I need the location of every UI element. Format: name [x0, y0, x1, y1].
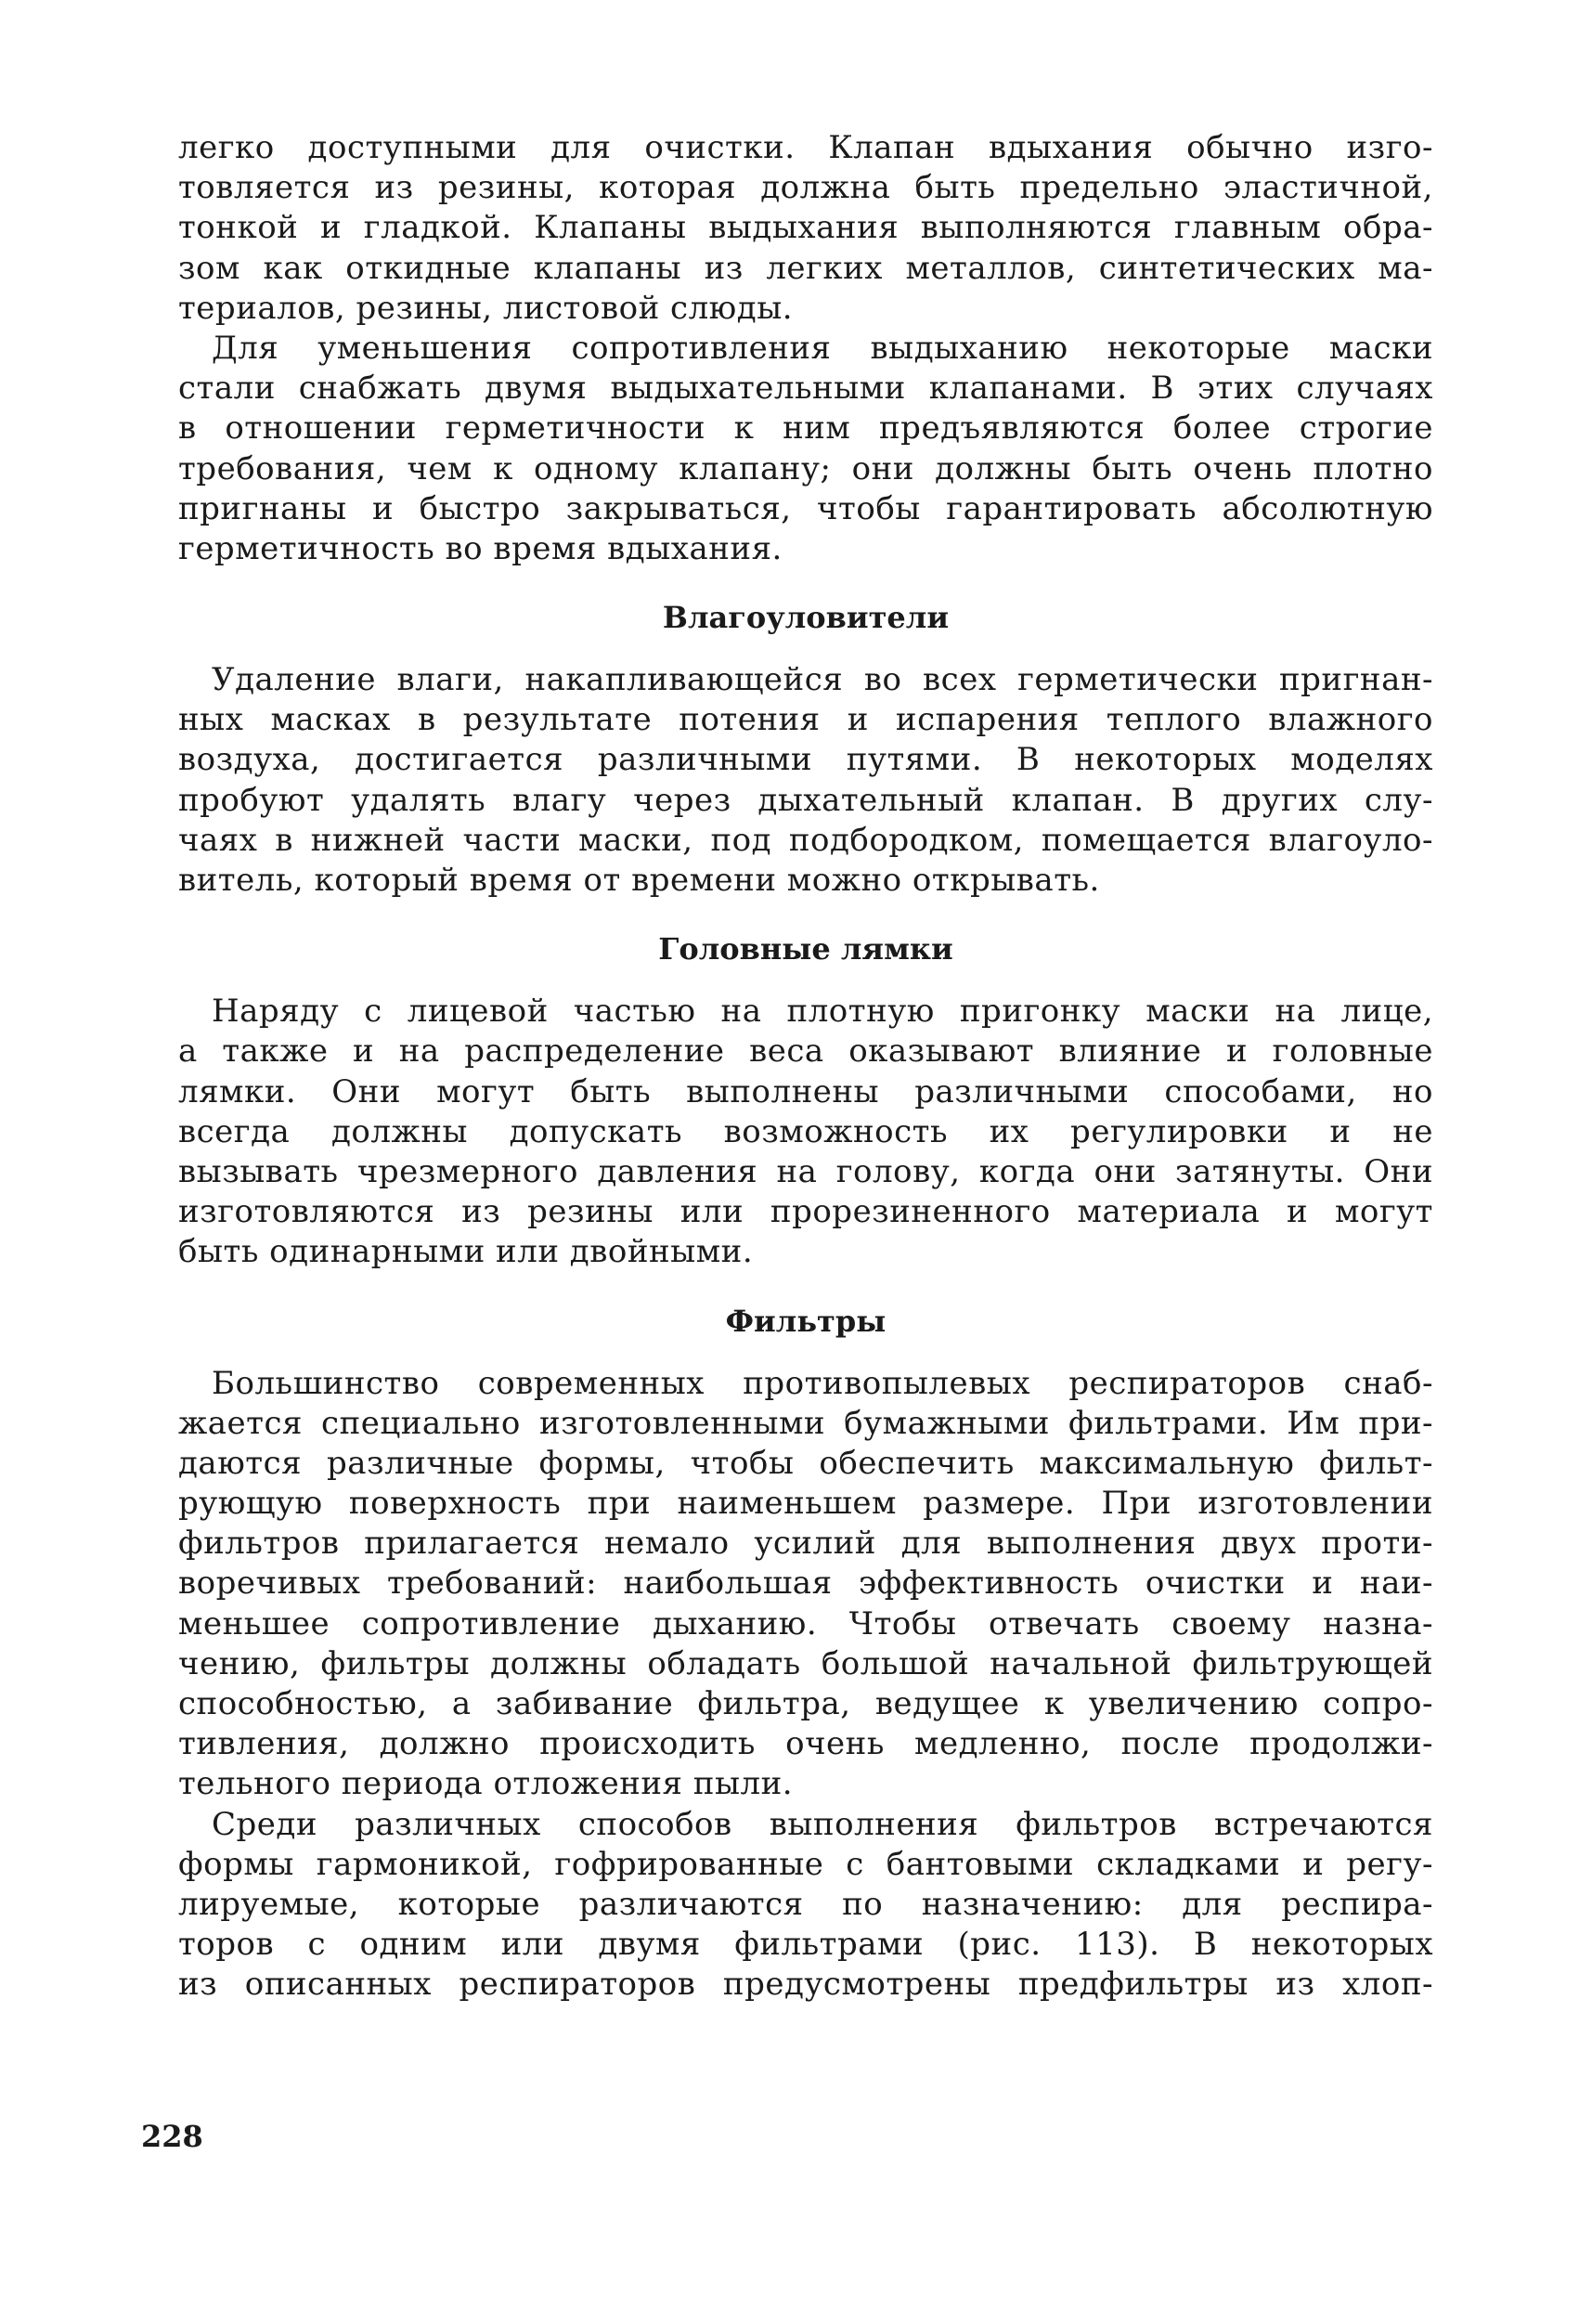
paragraph [178, 1805, 1433, 2006]
text-line: воречивых требований: наибольшая эффективность очистки и наи- [178, 1564, 1433, 1603]
text-line: товляется из резины, которая должна быть предельно эластичной, [178, 169, 1433, 207]
text-line: пригнаны и быстро закрываться, чтобы гарантировать абсолютную [178, 489, 1433, 527]
text-line: стали снабжать двумя выдыхательными клапанами. В этих случаях [178, 370, 1433, 408]
page-number: 228 [141, 2119, 203, 2154]
text-line: изготовляются из резины или прорезиненного материала и могут [178, 1193, 1433, 1231]
text-line: а также и на распределение веса оказывают влияние и головные [178, 1032, 1433, 1071]
paragraph [178, 128, 1433, 329]
page-body [178, 128, 1433, 2006]
text-line: лямки. Они могут быть выполнены различными способами, но [178, 1072, 1433, 1110]
text-line: териалов, резины, листовой слюды. [178, 289, 794, 327]
text-line: требования, чем к одному клапану; они должны быть очень плотно [178, 449, 1433, 487]
text-line: Для уменьшения сопротивления выдыханию некоторые маски [212, 329, 1433, 367]
text-line: чению, фильтры должны обладать большой начальной фильтрующей [178, 1644, 1433, 1682]
text-line: в отношении герметичности к ним предъявляются более строгие [178, 409, 1433, 448]
text-line: способностью, а забивание фильтра, ведущее к увеличению сопро- [178, 1685, 1433, 1722]
text-line: всегда должны допускать возможность их регулировки и не [178, 1112, 1433, 1150]
section-heading-head-straps: Головные лямки [658, 931, 953, 967]
text-line: Удаление влаги, накапливающейся во всех герметически пригнан- [212, 661, 1433, 699]
paragraph [178, 992, 1433, 1272]
text-line: зом как откидные клапаны из легких металлов, синтетических ма- [178, 249, 1433, 287]
text-line: тивления, должно происходить очень медленно, после продолжи- [178, 1725, 1433, 1763]
text-line: лируемые, которые различаются по назначению: для респира- [178, 1885, 1433, 1923]
section-heading-filters: Фильтры [725, 1303, 887, 1339]
text-line: формы гармоникой, гофрированные с бантовыми складками и регу- [178, 1845, 1433, 1883]
text-line: вызывать чрезмерного давления на голову, когда они затянуты. Они [178, 1152, 1433, 1190]
text-line: даются различные формы, чтобы обеспечить максимальную фильт- [178, 1444, 1433, 1482]
text-line: быть одинарными или двойными. [178, 1233, 754, 1271]
text-line: из описанных респираторов предусмотрены предфильтры из хлоп- [178, 1966, 1433, 2004]
text-line: Наряду с лицевой частью на плотную пригонку маски на лице, [212, 993, 1433, 1031]
text-line: легко доступными для очистки. Клапан вдыхания обычно изго- [178, 129, 1433, 166]
text-line: тельного периода отложения пыли. [178, 1765, 794, 1803]
paragraph [178, 1364, 1433, 1805]
paragraph [178, 660, 1433, 901]
text-line: пробуют удалять влагу через дыхательный клапан. В других слу- [178, 781, 1433, 819]
text-line: ных масках в результате потения и испарения теплого влажного [178, 701, 1433, 739]
text-line: витель, который время от времени можно открывать. [178, 862, 1100, 899]
text-line: тонкой и гладкой. Клапаны выдыхания выполняются главным обра- [178, 209, 1433, 247]
text-line: Большинство современных противопылевых респираторов снаб- [212, 1364, 1433, 1402]
text-line: меньшее сопротивление дыханию. Чтобы отвечать своему назна- [178, 1604, 1433, 1642]
text-line: Среди различных способов выполнения фильтров встречаются [212, 1805, 1433, 1843]
text-line: чаях в нижней части маски, под подбородком, помещается влагоуло- [178, 821, 1433, 859]
section-heading-moisture-traps: Влагоуловители [662, 600, 950, 636]
text-line: рующую поверхность при наименьшем размере. При изготовлении [178, 1485, 1433, 1523]
text-line: фильтров прилагается немало усилий для выполнения двух проти- [178, 1525, 1433, 1563]
paragraph [178, 329, 1433, 569]
text-line: жается специально изготовленными бумажными фильтрами. Им при- [178, 1404, 1433, 1442]
text-line: воздуха, достигается различными путями. В некоторых моделях [178, 741, 1433, 779]
text-line: торов с одним или двумя фильтрами (рис. 113). В некоторых [178, 1926, 1433, 1964]
text-line: герметичность во время вдыхания. [178, 529, 783, 567]
